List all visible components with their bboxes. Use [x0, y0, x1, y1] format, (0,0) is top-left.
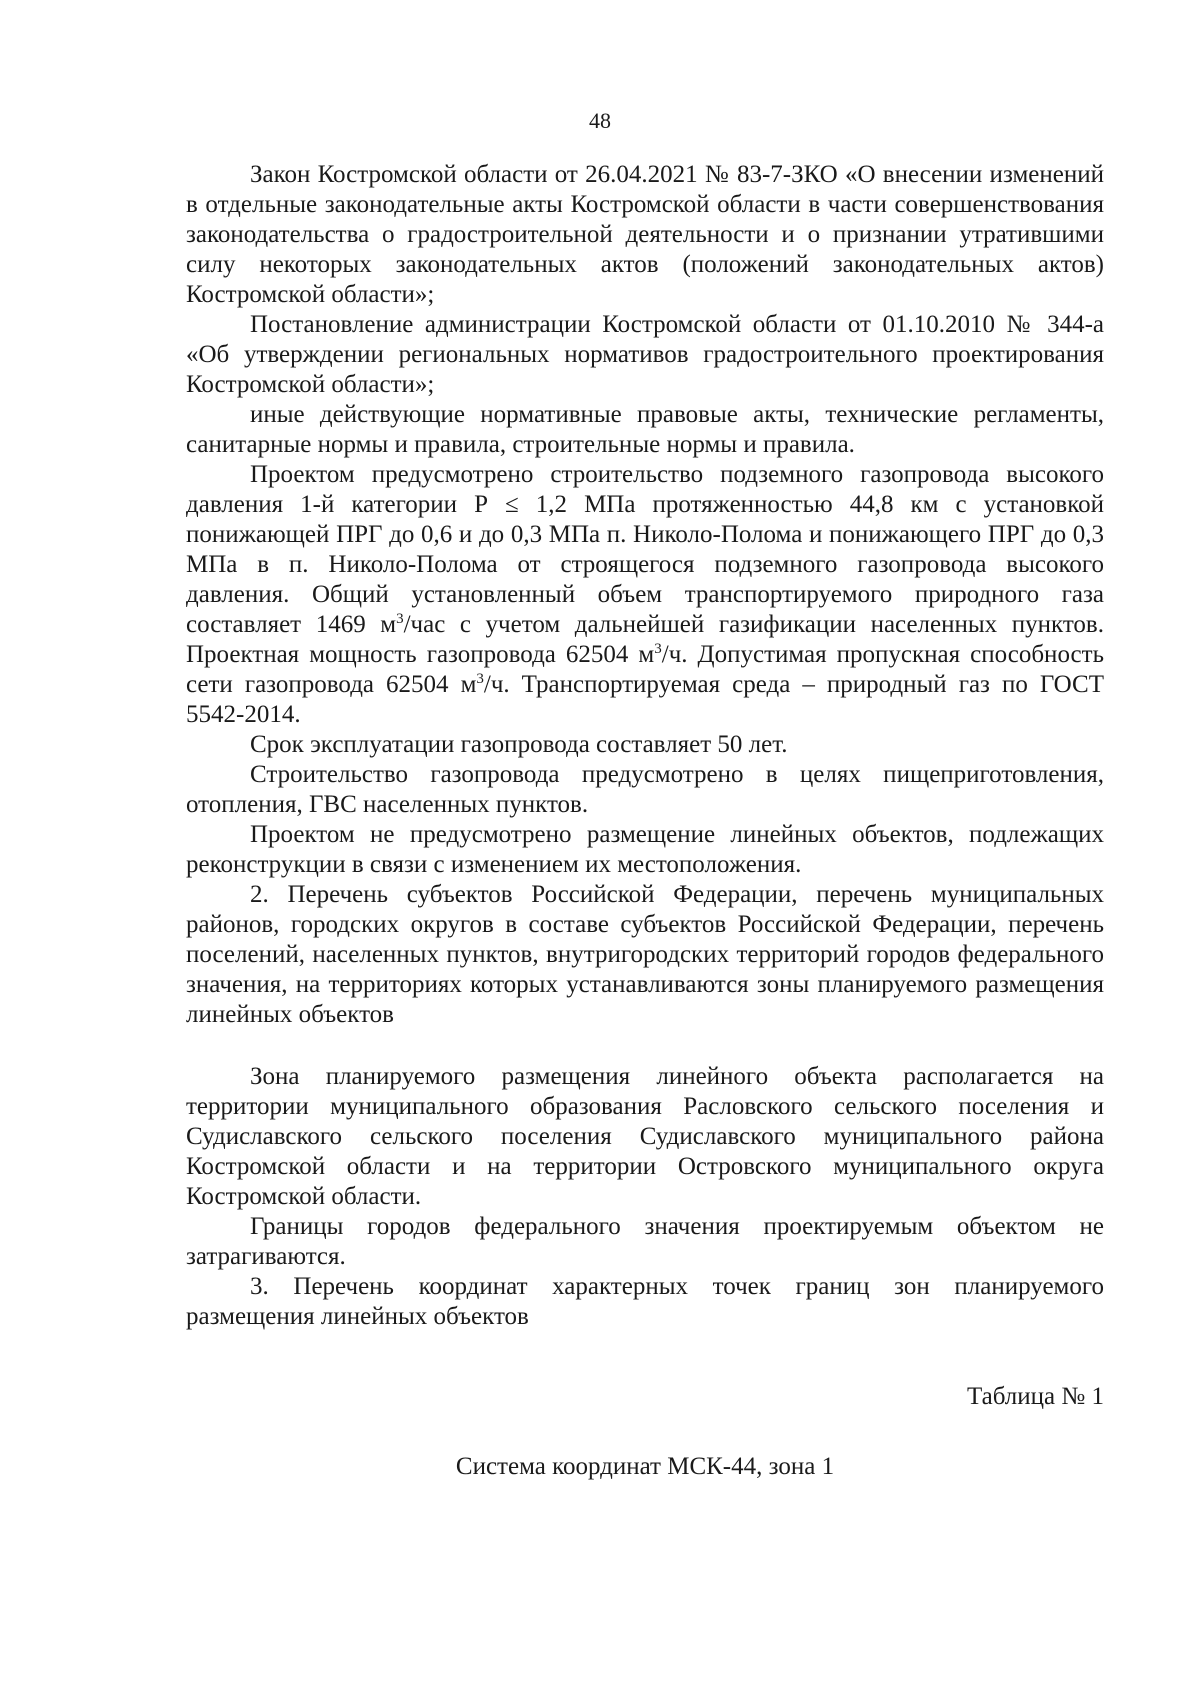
document-body	[186, 160, 1104, 1482]
project-text-part1: Проектом предусмотрено строительство подземного газопровода высокого давления 1-й категории Р ≤ 1,2 МПа протяженностью 44,8 км с установкой понижающей ПРГ до 0,6 и до 0,3 МПа п. Николо-Полома и понижающего ПРГ до 0,3 МПа в п. Николо-Полома от строящегося подземного газопровода высокого давления. Общий установленный объем транспортируемого природного газа составляет 1469 м	[186, 461, 1104, 638]
paragraph-federal-cities: Границы городов федерального значения проектируемым объектом не затрагиваются.	[186, 1213, 1104, 1270]
paragraph-zone-location: Зона планируемого размещения линейного объекта располагается на территории муниципального образования Расловского сельского поселения и Судиславского сельского поселения Судиславского муниципального района Костромской области и на территории Островского муниципального округа Костромской области.	[186, 1063, 1104, 1210]
paragraph-purpose: Строительство газопровода предусмотрено в целях пищеприготовления, отопления, ГВС населенных пунктов.	[186, 761, 1104, 818]
section-3-heading: 3. Перечень координат характерных точек границ зон планируемого размещения линейных объектов	[186, 1273, 1104, 1330]
paragraph-other-acts: иные действующие нормативные правовые акты, технические регламенты, санитарные нормы и правила, строительные нормы и правила.	[186, 401, 1104, 458]
superscript-cubic-3: 3	[476, 671, 484, 687]
paragraph-service-life: Срок эксплуатации газопровода составляет 50 лет.	[250, 731, 788, 758]
page-number: 48	[589, 108, 611, 133]
project-text-part4: /ч. Транспортируемая среда – природный газ по ГОСТ 5542-2014.	[186, 671, 1104, 728]
coordinate-system-title: Система координат МСК-44, зона 1	[455, 1453, 835, 1480]
paragraph-resolution-reference: Постановление администрации Костромской области от 01.10.2010 № 344-а «Об утверждении региональных нормативов градостроительного проектирования Костромской области»;	[186, 311, 1104, 398]
project-text-part3: /ч. Допустимая пропускная способность сети газопровода 62504 м	[186, 641, 1104, 698]
table-label: Таблица № 1	[966, 1383, 1104, 1410]
section-2-heading: 2. Перечень субъектов Российской Федерации, перечень муниципальных районов, городских округов в составе субъектов Российской Федерации, перечень поселений, населенных пунктов, внутригородских территорий городов федерального значения, на территориях которых устанавливаются зоны планируемого размещения линейных объектов	[186, 881, 1104, 1028]
paragraph-law-reference: Закон Костромской области от 26.04.2021 № 83-7-ЗКО «О внесении изменений в отдельные законодательные акты Костромской области в части совершенствования законодательства о градостроительной деятельности и о признании утратившими силу некоторых законодательных актов (положений законодательных актов) Костромской области»;	[186, 161, 1104, 308]
superscript-cubic-2: 3	[654, 641, 662, 657]
superscript-cubic-1: 3	[396, 611, 404, 627]
paragraph-no-reconstruction: Проектом не предусмотрено размещение линейных объектов, подлежащих реконструкции в связи с изменением их местоположения.	[186, 821, 1104, 878]
project-text-part2: /час с учетом дальнейшей газификации населенных пунктов. Проектная мощность газопровода 62504 м	[186, 611, 1104, 668]
paragraph-project-description	[186, 460, 1104, 730]
